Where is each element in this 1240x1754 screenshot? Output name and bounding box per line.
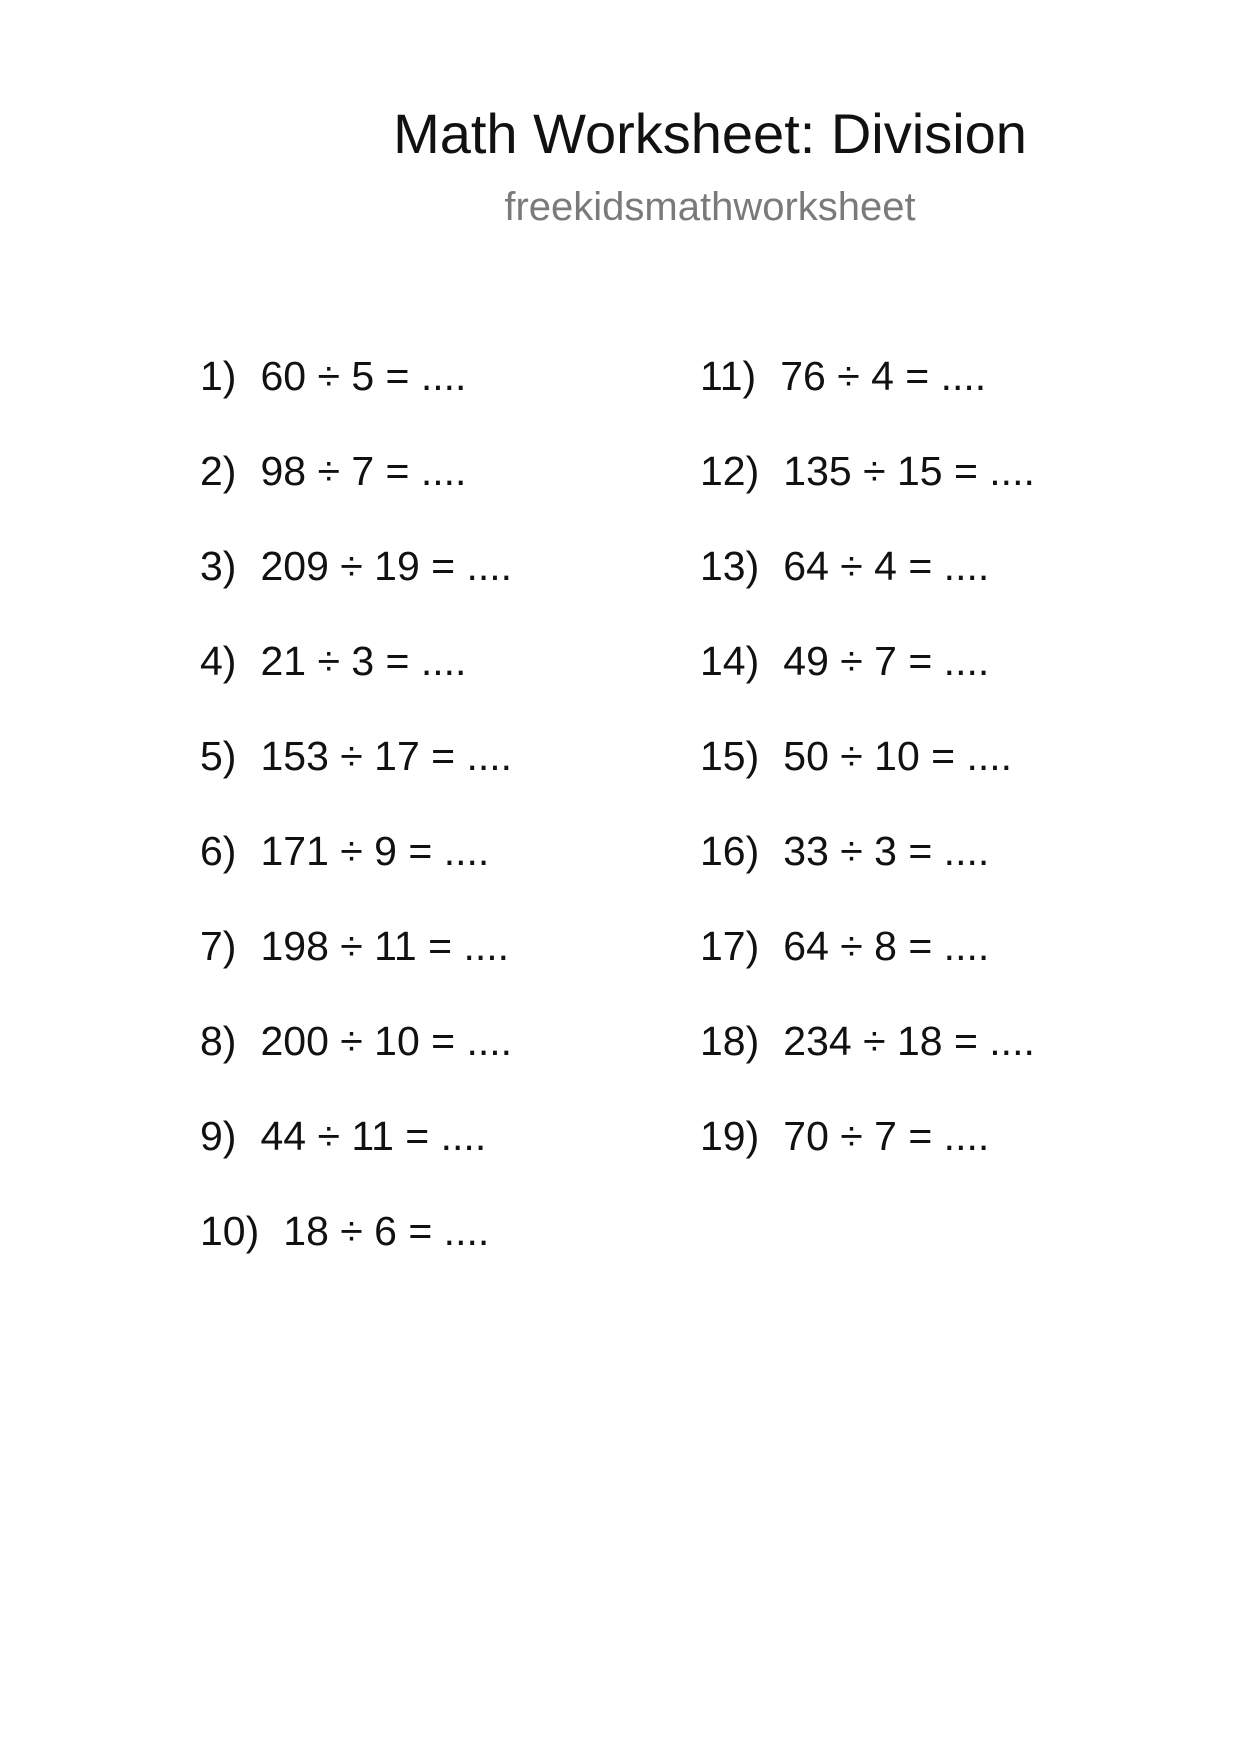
- problem-number: 4): [200, 638, 237, 684]
- problem-number: 19): [700, 1113, 760, 1159]
- problem-number: 16): [700, 828, 760, 874]
- problem-expression: 64 ÷ 8 = ....: [783, 923, 990, 969]
- problem-expression: 153 ÷ 17 = ....: [260, 733, 513, 779]
- problem-expression: 50 ÷ 10 = ....: [783, 733, 1013, 779]
- problem-expression: 70 ÷ 7 = ....: [783, 1113, 990, 1159]
- problem-item: [200, 1106, 512, 1201]
- problem-item: [700, 821, 1035, 916]
- problem-item: [200, 346, 512, 441]
- problem-number: 5): [200, 733, 237, 779]
- problem-item: [200, 916, 512, 1011]
- problem-item: [700, 1106, 1035, 1201]
- problem-expression: 18 ÷ 6 = ....: [283, 1208, 490, 1254]
- problem-expression: 135 ÷ 15 = ....: [783, 448, 1035, 494]
- problem-item: [200, 1011, 512, 1106]
- problem-item: [200, 1201, 512, 1296]
- problem-number: 9): [200, 1113, 237, 1159]
- problem-item: [700, 536, 1035, 631]
- problem-expression: 171 ÷ 9 = ....: [260, 828, 490, 874]
- problem-item: [200, 441, 512, 536]
- problem-column-left: [200, 346, 512, 1296]
- page-subtitle: freekidsmathworksheet: [504, 185, 916, 229]
- problem-number: 8): [200, 1018, 237, 1064]
- problem-item: [700, 631, 1035, 726]
- problem-expression: 21 ÷ 3 = ....: [260, 638, 467, 684]
- problem-number: 10): [200, 1208, 260, 1254]
- problem-number: 18): [700, 1018, 760, 1064]
- problem-expression: 64 ÷ 4 = ....: [783, 543, 990, 589]
- problem-expression: 33 ÷ 3 = ....: [783, 828, 990, 874]
- problem-number: 11): [700, 353, 757, 399]
- problem-number: 7): [200, 923, 237, 969]
- problem-expression: 198 ÷ 11 = ....: [260, 923, 510, 969]
- problem-expression: 234 ÷ 18 = ....: [783, 1018, 1035, 1064]
- problem-column-right: [700, 346, 1035, 1201]
- problem-expression: 44 ÷ 11 = ....: [260, 1113, 487, 1159]
- problem-item: [700, 1011, 1035, 1106]
- problem-item: [200, 536, 512, 631]
- problem-expression: 49 ÷ 7 = ....: [783, 638, 990, 684]
- page-title: Math Worksheet: Division: [393, 102, 1027, 165]
- problem-number: 12): [700, 448, 760, 494]
- problem-expression: 200 ÷ 10 = ....: [260, 1018, 513, 1064]
- problem-number: 1): [200, 353, 237, 399]
- problem-item: [200, 631, 512, 726]
- problem-item: [700, 346, 1035, 441]
- problem-expression: 98 ÷ 7 = ....: [260, 448, 467, 494]
- problem-expression: 60 ÷ 5 = ....: [260, 353, 467, 399]
- problem-number: 15): [700, 733, 760, 779]
- problem-expression: 76 ÷ 4 = ....: [780, 353, 987, 399]
- problem-item: [700, 726, 1035, 821]
- problem-number: 2): [200, 448, 237, 494]
- problem-item: [700, 916, 1035, 1011]
- problem-number: 17): [700, 923, 760, 969]
- problem-item: [200, 821, 512, 916]
- problem-number: 13): [700, 543, 760, 589]
- problem-expression: 209 ÷ 19 = ....: [260, 543, 513, 589]
- problem-item: [200, 726, 512, 821]
- problem-item: [700, 441, 1035, 536]
- problem-number: 14): [700, 638, 760, 684]
- problem-number: 6): [200, 828, 237, 874]
- problem-number: 3): [200, 543, 237, 589]
